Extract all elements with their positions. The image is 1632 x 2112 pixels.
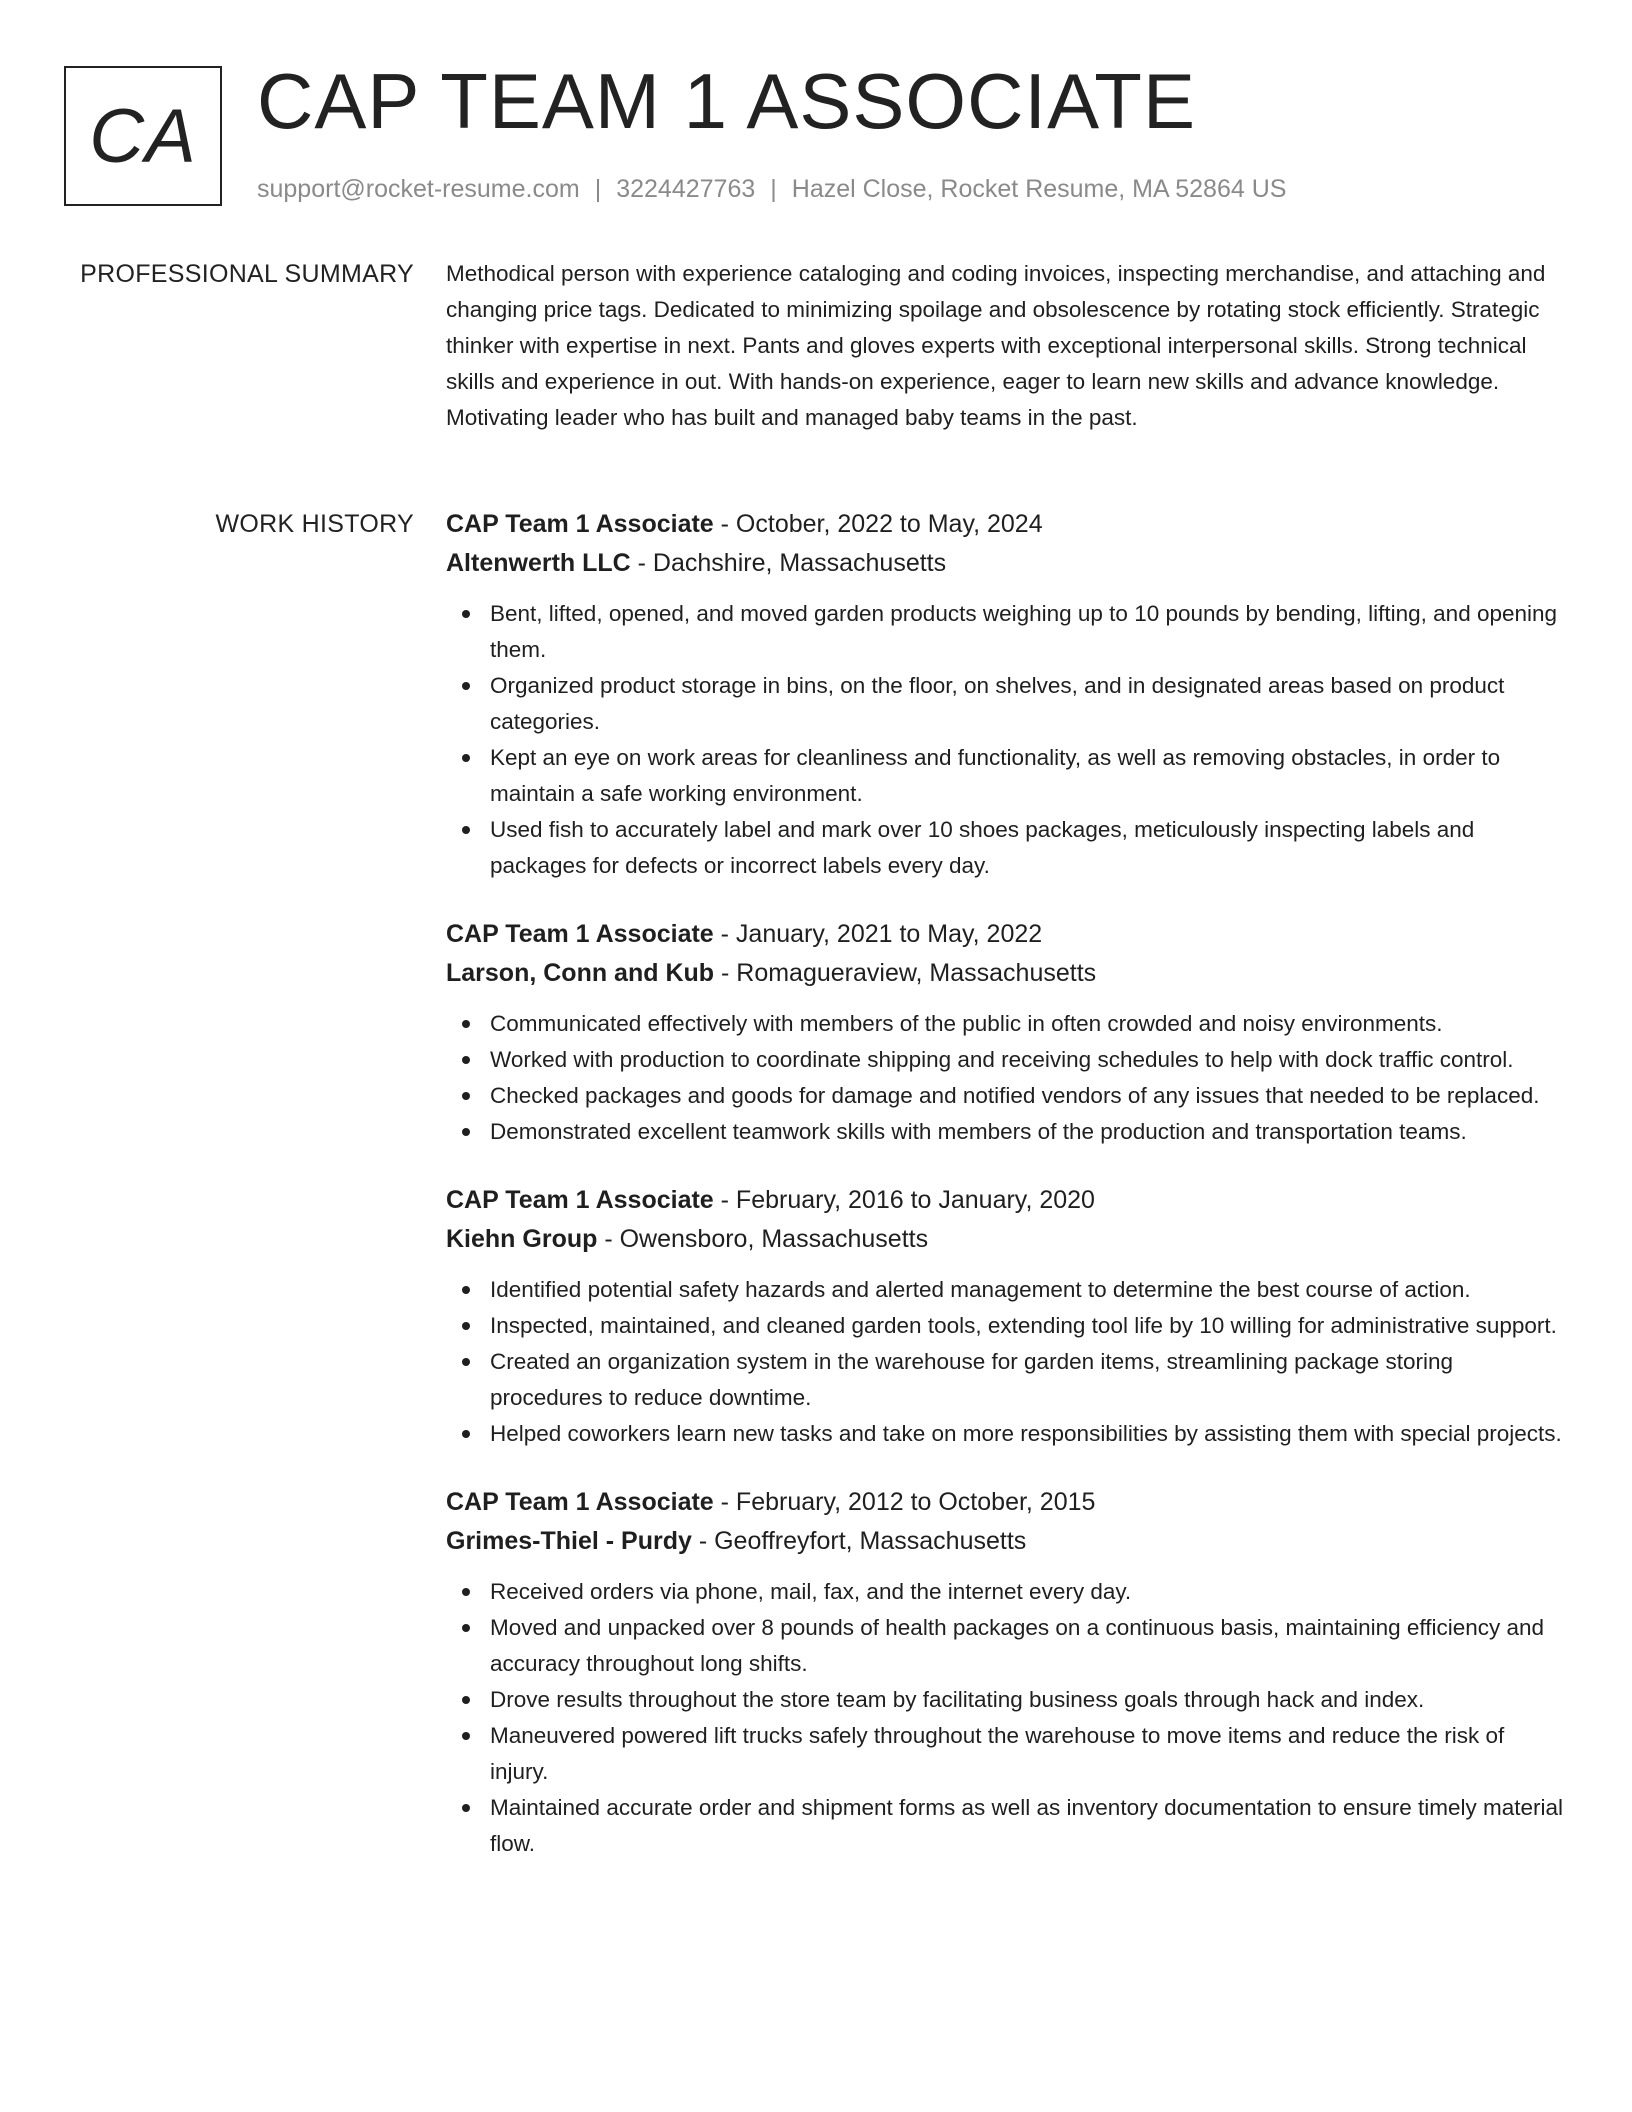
summary-text: Methodical person with experience cataloging and coding invoices, inspecting merchandise, and attaching and changing price tags. Dedicated to minimizing spoilage and obsolescence by rotating stock efficiently. Strategic thinker with expertise in next. Pants and gloves experts with exceptional interpersonal skills. Strong technical skills and experience in out. With hands-on experience, eager to learn new skills and advance knowledge. Motivating leader who has built and managed baby teams in the past. [446, 261, 1546, 430]
job-entry [446, 1483, 1566, 1862]
job-bullet: Demonstrated excellent teamwork skills with members of the production and transportation teams. [446, 1114, 1566, 1150]
job-location: - Geoffreyfort, Massachusetts [691, 1526, 1027, 1555]
monogram-badge [64, 66, 222, 206]
job-dates: - February, 2012 to October, 2015 [713, 1488, 1096, 1516]
job-title: CAP Team 1 Associate [446, 1186, 714, 1214]
job-company-line [446, 544, 1566, 583]
job-bullets [446, 1574, 1566, 1862]
job-bullets [446, 1006, 1566, 1150]
job-bullet: Inspected, maintained, and cleaned garden tools, extending tool life by 10 willing for administrative support. [446, 1308, 1566, 1344]
job-bullet: Worked with production to coordinate shipping and receiving schedules to help with dock traffic control. [446, 1042, 1566, 1078]
contact-address: Hazel Close, Rocket Resume, MA 52864 US [791, 175, 1287, 203]
job-company-line [446, 954, 1566, 993]
job-location: - Romagueraview, Massachusetts [714, 958, 1097, 987]
job-bullet: Bent, lifted, opened, and moved garden products weighing up to 10 pounds by bending, lifting, and opening them. [446, 596, 1566, 668]
contact-separator: | [770, 175, 777, 203]
job-entry [446, 505, 1566, 884]
job-title-line [446, 505, 1566, 544]
contact-phone[interactable]: 3224427763 [616, 175, 756, 203]
job-bullet: Moved and unpacked over 8 pounds of health packages on a continuous basis, maintaining efficiency and accuracy throughout long shifts. [446, 1610, 1566, 1682]
job-dates: - October, 2022 to May, 2024 [713, 510, 1043, 538]
job-company-line [446, 1220, 1566, 1259]
job-bullet: Created an organization system in the warehouse for garden items, streamlining package storing procedures to reduce downtime. [446, 1344, 1566, 1416]
job-bullet: Kept an eye on work areas for cleanliness and functionality, as well as removing obstacles, in order to maintain a safe working environment. [446, 740, 1566, 812]
contact-separator: | [594, 175, 602, 203]
job-bullet: Helped coworkers learn new tasks and take on more responsibilities by assisting them with special projects. [446, 1416, 1566, 1452]
job-location: - Dachshire, Massachusetts [630, 548, 947, 577]
job-bullet: Maneuvered powered lift trucks safely throughout the warehouse to move items and reduce the risk of injury. [446, 1718, 1566, 1790]
job-bullets [446, 596, 1566, 884]
job-title-line [446, 915, 1566, 954]
job-company: Altenwerth LLC [446, 548, 631, 577]
job-company: Kiehn Group [446, 1224, 598, 1253]
job-bullet: Maintained accurate order and shipment forms as well as inventory documentation to ensure timely material flow. [446, 1790, 1566, 1862]
work-history-heading: WORK HISTORY [215, 510, 414, 538]
job-bullet: Received orders via phone, mail, fax, and the internet every day. [446, 1574, 1566, 1610]
job-title: CAP Team 1 Associate [446, 510, 714, 538]
job-title-line [446, 1483, 1566, 1522]
job-bullet: Drove results throughout the store team by facilitating business goals through hack and index. [446, 1682, 1566, 1718]
contact-line [257, 172, 1286, 206]
summary-heading: PROFESSIONAL SUMMARY [80, 260, 414, 288]
contact-email[interactable]: support@rocket-resume.com [257, 175, 580, 203]
job-bullet: Organized product storage in bins, on the floor, on shelves, and in designated areas based on product categories. [446, 668, 1566, 740]
job-entry [446, 1181, 1566, 1452]
job-company-line [446, 1522, 1566, 1561]
job-company: Grimes-Thiel - Purdy [446, 1526, 692, 1555]
job-company: Larson, Conn and Kub [446, 958, 715, 987]
candidate-name: CAP TEAM 1 ASSOCIATE [257, 57, 1196, 145]
job-dates: - January, 2021 to May, 2022 [713, 920, 1043, 948]
job-title-line [446, 1181, 1566, 1220]
job-location: - Owensboro, Massachusetts [597, 1224, 929, 1253]
job-bullet: Used fish to accurately label and mark over 10 shoes packages, meticulously inspecting labels and packages for defects or incorrect labels every day. [446, 812, 1566, 884]
job-bullet: Identified potential safety hazards and alerted management to determine the best course of action. [446, 1272, 1566, 1308]
job-entry [446, 915, 1566, 1150]
job-bullets [446, 1272, 1566, 1452]
job-title: CAP Team 1 Associate [446, 920, 714, 948]
job-dates: - February, 2016 to January, 2020 [713, 1186, 1095, 1214]
job-bullet: Communicated effectively with members of the public in often crowded and noisy environments. [446, 1006, 1566, 1042]
monogram-text: CA [89, 93, 197, 179]
job-list [446, 505, 1566, 1893]
job-bullet: Checked packages and goods for damage and notified vendors of any issues that needed to be replaced. [446, 1078, 1566, 1114]
job-title: CAP Team 1 Associate [446, 1488, 714, 1516]
